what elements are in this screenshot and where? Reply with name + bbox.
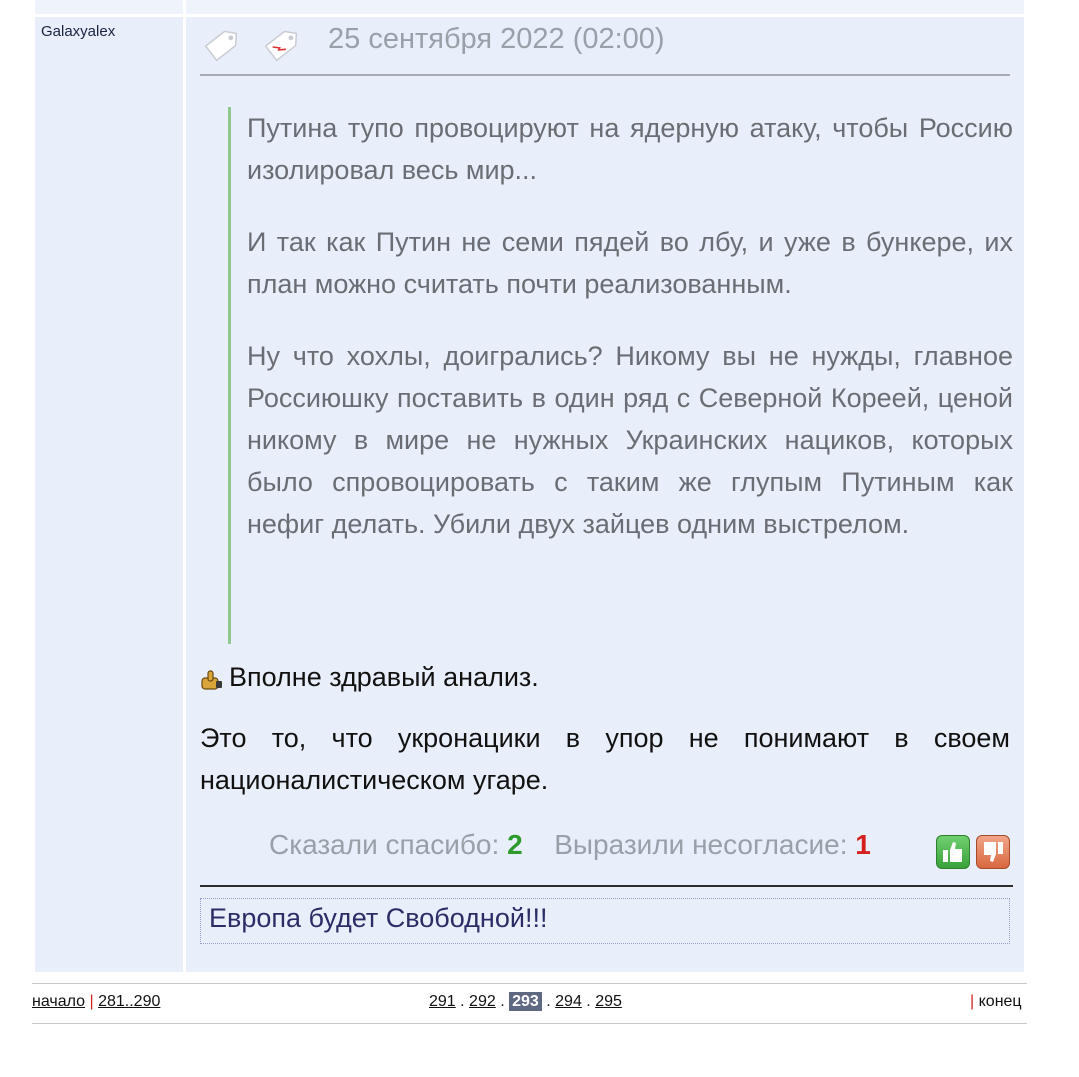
top-strip-right <box>186 0 1024 14</box>
page-link[interactable]: 291 <box>429 993 456 1010</box>
pager-right <box>970 993 1022 1011</box>
pager-start-link[interactable]: начало <box>32 993 86 1010</box>
header-divider <box>200 74 1010 76</box>
signature-divider <box>200 885 1013 887</box>
author-column <box>35 17 183 972</box>
pager-bottom-rule <box>32 1023 1027 1024</box>
signature-text: Европа будет Свободной!!! <box>209 903 548 933</box>
pager-top-rule <box>32 983 1027 984</box>
thanks-row <box>269 829 871 861</box>
signature-box <box>200 898 1010 944</box>
quote-paragraph: Ну что хохлы, доигрались? Никому вы не нужды, главное Россиюшку поставить в один ряд с Северной Кореей, ценой никому в мире не нужных Украинских нациков, которых было спровоцировать с таким же глупым Путиным как нефиг делать. Убили двух зайцев одним выстрелом. <box>247 341 1013 539</box>
pager-end-link[interactable]: конец <box>978 993 1022 1010</box>
tag-icon[interactable] <box>198 23 248 65</box>
thumbs-up-icon[interactable] <box>936 835 970 869</box>
top-strip-left <box>35 0 183 14</box>
thumbs-up-smiley-icon <box>200 667 224 689</box>
disagree-count: 1 <box>855 829 871 860</box>
pager-left <box>32 993 160 1011</box>
reply-line-1 <box>200 662 539 693</box>
report-tag-icon[interactable] <box>258 23 308 65</box>
thumbs-down-icon[interactable] <box>976 835 1010 869</box>
post-body <box>186 17 1024 972</box>
quote-paragraph: И так как Путин не семи пядей во лбу, и уже в бункере, их план можно считать почти реализованным. <box>247 227 1013 299</box>
quote-block <box>228 107 1013 644</box>
current-page: 293 <box>509 992 542 1011</box>
pager-range-link[interactable]: 281..290 <box>98 993 161 1010</box>
thanks-label: Сказали спасибо: <box>269 829 500 860</box>
author-name[interactable]: Galaxyalex <box>41 23 116 40</box>
pager-separator: | <box>970 993 975 1010</box>
page-link[interactable]: 292 <box>469 993 496 1010</box>
page-link[interactable]: 295 <box>595 993 622 1010</box>
disagree-label: Выразили несогласие: <box>554 829 848 860</box>
post-date: 25 сентября 2022 (02:00) <box>328 23 665 55</box>
thanks-count: 2 <box>507 829 523 860</box>
quote-paragraph: Путина тупо провоцируют на ядерную атаку, чтобы Россию изолировал весь мир... <box>247 113 1013 185</box>
reply-text-1: Вполне здравый анализ. <box>229 662 539 692</box>
page-link[interactable]: 294 <box>555 993 582 1010</box>
reply-text-2: Это то, что укронацики в упор не понимают в своем националистическом угаре. <box>200 723 1010 795</box>
pager-pages: 291 . 292 . 293 . 294 . 295 <box>429 993 622 1010</box>
pager-separator: | <box>89 993 94 1010</box>
quote-text <box>247 107 1013 575</box>
